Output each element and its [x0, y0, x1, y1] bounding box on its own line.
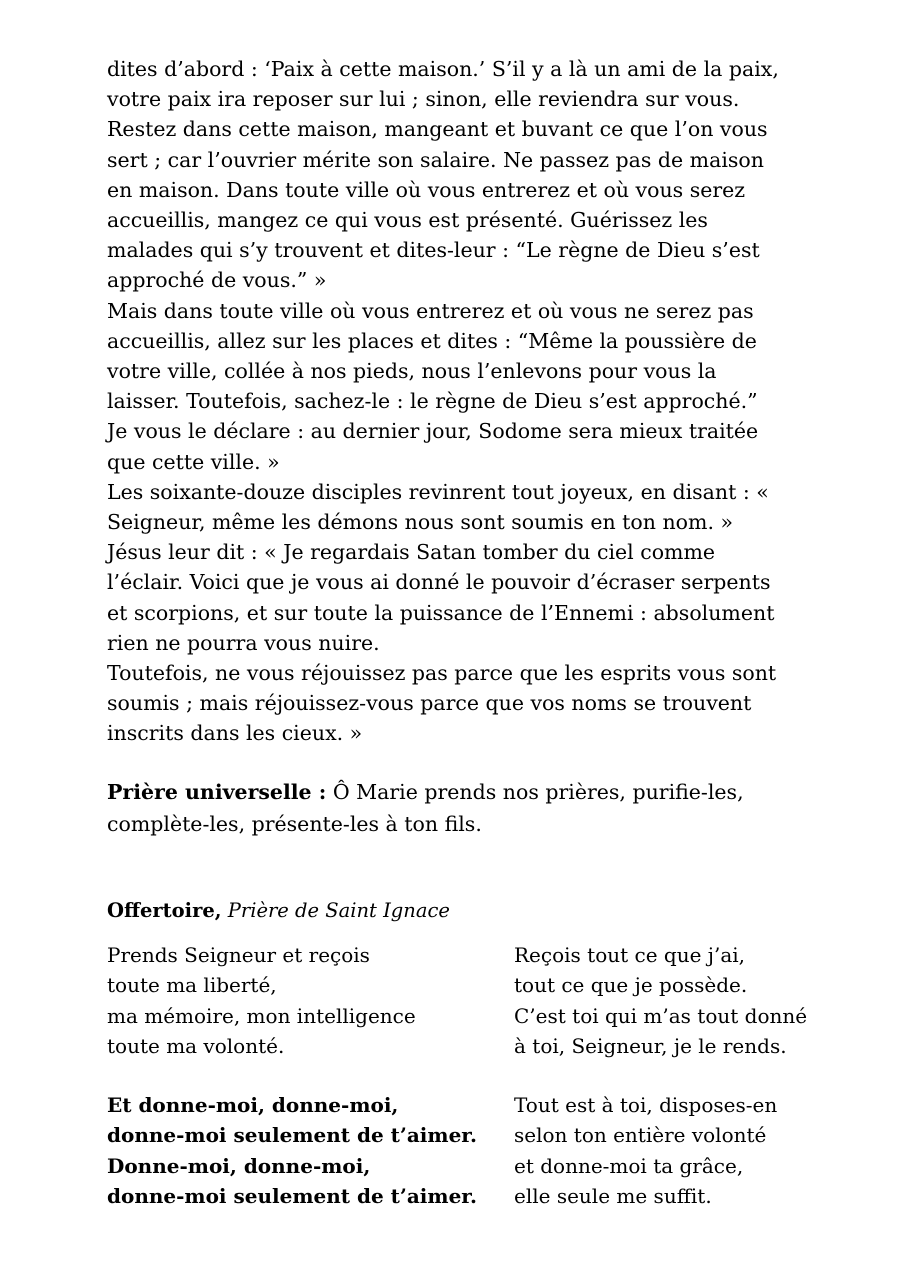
stanza-line: toute ma liberté,	[107, 973, 277, 998]
stanza-line: C’est toi qui m’as tout donné	[514, 1003, 808, 1028]
priere-text-1: Ô Marie prends nos prières, purifie-les,	[326, 780, 744, 804]
gospel-line: soumis ; mais réjouissez-vous parce que vos noms se trouvent	[107, 691, 752, 716]
gospel-line: en maison. Dans toute ville où vous entrerez et où vous serez	[107, 177, 746, 202]
gospel-line: approché de vous.” »	[107, 268, 327, 293]
offertoire-stanza-right-2	[514, 1090, 777, 1211]
refrain-line: Donne-moi, donne-moi,	[107, 1153, 371, 1178]
stanza-line: tout ce que je possède.	[514, 973, 748, 998]
gospel-line: que cette ville. »	[107, 449, 280, 474]
gospel-line: Restez dans cette maison, mangeant et buvant ce que l’on vous	[107, 117, 768, 142]
gospel-line: Mais dans toute ville où vous entrerez et où vous ne serez pas	[107, 298, 754, 323]
priere-label: Prière universelle :	[107, 780, 327, 804]
gospel-line: Jésus leur dit : « Je regardais Satan tomber du ciel comme	[107, 540, 716, 565]
refrain-line: donne-moi seulement de t’aimer.	[107, 1123, 477, 1148]
stanza-line: toute ma volonté.	[107, 1033, 285, 1058]
offertoire-stanza-right-1	[514, 940, 807, 1061]
stanza-line: Prends Seigneur et reçois	[107, 943, 370, 967]
offertoire-stanza-left-1	[107, 940, 416, 1061]
gospel-line: Toutefois, ne vous réjouissez pas parce que les esprits vous sont	[107, 661, 777, 686]
stanza-line: selon ton entière volonté	[514, 1123, 767, 1148]
stanza-line: elle seule me suffit.	[514, 1183, 712, 1208]
gospel-line: l’éclair. Voici que je vous ai donné le pouvoir d’écraser serpents	[107, 570, 771, 595]
offertoire-label: Offertoire,	[107, 899, 222, 922]
priere-text-2: complète-les, présente-les à ton fils.	[107, 812, 482, 836]
gospel-line: et scorpions, et sur toute la puissance de l’Ennemi : absolument	[107, 600, 775, 625]
offertoire-heading	[107, 896, 450, 926]
gospel-line: Seigneur, même les démons nous sont soumis en ton nom. »	[107, 510, 734, 535]
gospel-line: laisser. Toutefois, sachez-le : le règne de Dieu s’est approché.”	[107, 389, 758, 414]
gospel-line: sert ; car l’ouvrier mérite son salaire. Ne passez pas de maison	[107, 147, 764, 172]
stanza-line: et donne-moi ta grâce,	[514, 1153, 744, 1178]
gospel-line: accueillis, mangez ce qui vous est présenté. Guérissez les	[107, 208, 708, 233]
gospel-line: malades qui s’y trouvent et dites-leur : “Le règne de Dieu s’est	[107, 238, 760, 263]
offertoire-subtitle: Prière de Saint Ignace	[227, 899, 450, 922]
priere-universelle	[107, 776, 827, 840]
gospel-line: votre ville, collée à nos pieds, nous l’enlevons pour vous la	[107, 359, 717, 384]
gospel-line: inscrits dans les cieux. »	[107, 721, 363, 746]
offertoire-refrain	[107, 1090, 477, 1211]
refrain-line: Et donne-moi, donne-moi,	[107, 1093, 399, 1117]
gospel-line: Je vous le déclare : au dernier jour, Sodome sera mieux traitée	[107, 419, 759, 444]
gospel-line: Les soixante-douze disciples revinrent tout joyeux, en disant : «	[107, 479, 769, 504]
refrain-line: donne-moi seulement de t’aimer.	[107, 1183, 477, 1208]
stanza-line: Reçois tout ce que j’ai,	[514, 943, 746, 967]
gospel-line: dites d’abord : ‘Paix à cette maison.’ S’il y a là un ami de la paix,	[107, 57, 779, 81]
gospel-text	[107, 54, 827, 749]
priere-line-1	[107, 776, 827, 808]
gospel-line: votre paix ira reposer sur lui ; sinon, elle reviendra sur vous.	[107, 87, 740, 112]
stanza-line: Tout est à toi, disposes-en	[514, 1093, 778, 1117]
gospel-line: accueillis, allez sur les places et dites : “Même la poussière de	[107, 328, 757, 353]
stanza-line: ma mémoire, mon intelligence	[107, 1003, 416, 1028]
gospel-line: rien ne pourra vous nuire.	[107, 630, 380, 655]
stanza-line: à toi, Seigneur, je le rends.	[514, 1033, 787, 1058]
